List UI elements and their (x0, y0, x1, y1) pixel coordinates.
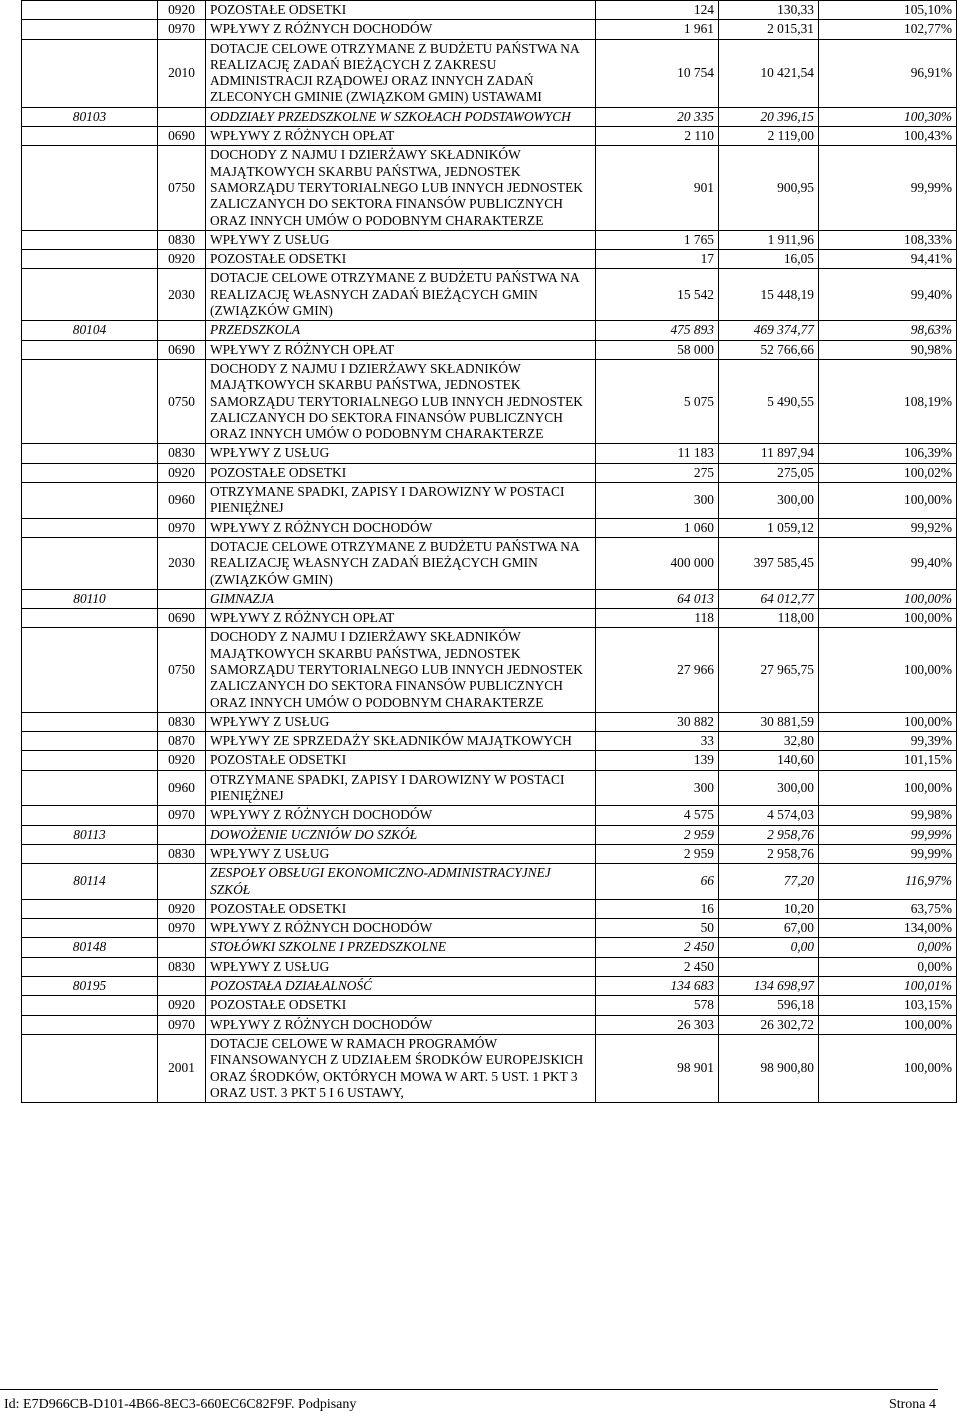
paragraph-cell: 2001 (158, 1034, 206, 1102)
paragraph-cell: 0920 (158, 463, 206, 482)
execution-cell: 900,95 (719, 146, 819, 230)
dzial-cell (22, 806, 158, 825)
description-cell: WPŁYWY Z RÓŻNYCH DOCHODÓW (206, 518, 596, 537)
percent-cell: 103,15% (819, 996, 957, 1015)
table-row (22, 919, 957, 938)
percent-cell: 100,00% (819, 589, 957, 608)
dzial-cell (22, 20, 158, 39)
execution-cell: 300,00 (719, 483, 819, 519)
table-row (22, 146, 957, 230)
description-cell: WPŁYWY Z RÓŻNYCH DOCHODÓW (206, 1015, 596, 1034)
execution-cell: 20 396,15 (719, 107, 819, 126)
table-row (22, 628, 957, 712)
plan-cell: 50 (596, 919, 719, 938)
plan-cell: 118 (596, 609, 719, 628)
plan-cell: 27 966 (596, 628, 719, 712)
table-row (22, 770, 957, 806)
percent-cell: 100,00% (819, 712, 957, 731)
execution-cell: 27 965,75 (719, 628, 819, 712)
percent-cell: 94,41% (819, 250, 957, 269)
table-row (22, 127, 957, 146)
plan-cell: 33 (596, 732, 719, 751)
description-cell: WPŁYWY Z USŁUG (206, 230, 596, 249)
percent-cell: 99,99% (819, 825, 957, 844)
dzial-cell (22, 1015, 158, 1034)
execution-cell: 11 897,94 (719, 444, 819, 463)
dzial-cell (22, 899, 158, 918)
execution-cell: 0,00 (719, 938, 819, 957)
table-row (22, 250, 957, 269)
description-cell: POZOSTAŁE ODSETKI (206, 751, 596, 770)
plan-cell: 2 959 (596, 844, 719, 863)
dzial-cell (22, 250, 158, 269)
paragraph-cell: 0970 (158, 1015, 206, 1034)
table-row (22, 537, 957, 589)
execution-cell: 2 015,31 (719, 20, 819, 39)
dzial-cell (22, 770, 158, 806)
execution-cell: 4 574,03 (719, 806, 819, 825)
table-row (22, 1, 957, 20)
plan-cell: 300 (596, 483, 719, 519)
dzial-cell (22, 39, 158, 107)
dzial-cell: 80114 (22, 864, 158, 900)
execution-cell (719, 957, 819, 976)
dzial-cell (22, 609, 158, 628)
plan-cell: 901 (596, 146, 719, 230)
description-cell: DOTACJE CELOWE W RAMACH PROGRAMÓW FINANSOWANYCH Z UDZIAŁEM ŚRODKÓW EUROPEJSKICH ORAZ ŚRODKÓW, OKTÓRYCH MOWA W ART. 5 UST. 1 PKT 3 ORAZ UST. 3 PKT 5 I 6 USTAWY, (206, 1034, 596, 1102)
paragraph-cell: 0970 (158, 20, 206, 39)
paragraph-cell: 0750 (158, 359, 206, 443)
paragraph-cell: 0830 (158, 444, 206, 463)
percent-cell: 100,00% (819, 1034, 957, 1102)
execution-cell: 26 302,72 (719, 1015, 819, 1034)
description-cell: GIMNAZJA (206, 589, 596, 608)
table-row (22, 806, 957, 825)
paragraph-cell: 0750 (158, 146, 206, 230)
section-row (22, 107, 957, 126)
dzial-cell (22, 127, 158, 146)
paragraph-cell: 0870 (158, 732, 206, 751)
paragraph-cell (158, 107, 206, 126)
dzial-cell (22, 732, 158, 751)
table-row (22, 444, 957, 463)
percent-cell: 98,63% (819, 321, 957, 340)
execution-cell: 397 585,45 (719, 537, 819, 589)
table-row (22, 518, 957, 537)
percent-cell: 90,98% (819, 340, 957, 359)
dzial-cell (22, 340, 158, 359)
dzial-cell (22, 712, 158, 731)
percent-cell: 100,00% (819, 770, 957, 806)
table-row (22, 957, 957, 976)
execution-cell: 596,18 (719, 996, 819, 1015)
description-cell: OTRZYMANE SPADKI, ZAPISY I DAROWIZNY W POSTACI PIENIĘŻNEJ (206, 483, 596, 519)
paragraph-cell: 0920 (158, 250, 206, 269)
dzial-cell (22, 628, 158, 712)
description-cell: WPŁYWY Z USŁUG (206, 844, 596, 863)
description-cell: POZOSTAŁE ODSETKI (206, 996, 596, 1015)
table-row (22, 609, 957, 628)
plan-cell: 17 (596, 250, 719, 269)
execution-cell: 10 421,54 (719, 39, 819, 107)
plan-cell: 16 (596, 899, 719, 918)
percent-cell: 108,33% (819, 230, 957, 249)
percent-cell: 99,39% (819, 732, 957, 751)
plan-cell: 2 450 (596, 938, 719, 957)
table-row (22, 340, 957, 359)
paragraph-cell (158, 589, 206, 608)
paragraph-cell: 2030 (158, 269, 206, 321)
description-cell: DOCHODY Z NAJMU I DZIERŻAWY SKŁADNIKÓW MAJĄTKOWYCH SKARBU PAŃSTWA, JEDNOSTEK SAMORZĄDU TERYTORIALNEGO LUB INNYCH JEDNOSTEK ZALICZANYCH DO SEKTORA FINANSÓW PUBLICZNYCH ORAZ INNYCH UMÓW O PODOBNYM CHARAKTERZE (206, 628, 596, 712)
description-cell: POZOSTAŁA DZIAŁALNOŚĆ (206, 977, 596, 996)
budget-table (21, 0, 957, 1103)
plan-cell: 2 450 (596, 957, 719, 976)
execution-cell: 1 059,12 (719, 518, 819, 537)
paragraph-cell: 2030 (158, 537, 206, 589)
description-cell: POZOSTAŁE ODSETKI (206, 250, 596, 269)
dzial-cell: 80113 (22, 825, 158, 844)
plan-cell: 2 959 (596, 825, 719, 844)
plan-cell: 400 000 (596, 537, 719, 589)
execution-cell: 1 911,96 (719, 230, 819, 249)
dzial-cell (22, 537, 158, 589)
description-cell: OTRZYMANE SPADKI, ZAPISY I DAROWIZNY W POSTACI PIENIĘŻNEJ (206, 770, 596, 806)
execution-cell: 2 958,76 (719, 825, 819, 844)
dzial-cell (22, 957, 158, 976)
plan-cell: 578 (596, 996, 719, 1015)
description-cell: WPŁYWY Z RÓŻNYCH OPŁAT (206, 609, 596, 628)
paragraph-cell: 2010 (158, 39, 206, 107)
paragraph-cell: 0970 (158, 518, 206, 537)
paragraph-cell (158, 321, 206, 340)
percent-cell: 100,01% (819, 977, 957, 996)
description-cell: WPŁYWY Z RÓŻNYCH OPŁAT (206, 127, 596, 146)
table-row (22, 732, 957, 751)
description-cell: WPŁYWY Z USŁUG (206, 957, 596, 976)
plan-cell: 1 961 (596, 20, 719, 39)
execution-cell: 130,33 (719, 1, 819, 20)
description-cell: WPŁYWY Z RÓŻNYCH DOCHODÓW (206, 919, 596, 938)
table-row (22, 359, 957, 443)
section-row (22, 977, 957, 996)
description-cell: DOCHODY Z NAJMU I DZIERŻAWY SKŁADNIKÓW MAJĄTKOWYCH SKARBU PAŃSTWA, JEDNOSTEK SAMORZĄDU TERYTORIALNEGO LUB INNYCH JEDNOSTEK ZALICZANYCH DO SEKTORA FINANSÓW PUBLICZNYCH ORAZ INNYCH UMÓW O PODOBNYM CHARAKTERZE (206, 359, 596, 443)
plan-cell: 20 335 (596, 107, 719, 126)
table-row (22, 1034, 957, 1102)
dzial-cell (22, 146, 158, 230)
percent-cell: 0,00% (819, 957, 957, 976)
plan-cell: 300 (596, 770, 719, 806)
dzial-cell (22, 1034, 158, 1102)
section-row (22, 938, 957, 957)
plan-cell: 58 000 (596, 340, 719, 359)
percent-cell: 99,40% (819, 269, 957, 321)
percent-cell: 100,43% (819, 127, 957, 146)
paragraph-cell: 0750 (158, 628, 206, 712)
paragraph-cell (158, 825, 206, 844)
dzial-cell: 80104 (22, 321, 158, 340)
plan-cell: 98 901 (596, 1034, 719, 1102)
execution-cell: 469 374,77 (719, 321, 819, 340)
dzial-cell (22, 1, 158, 20)
execution-cell: 134 698,97 (719, 977, 819, 996)
description-cell: ZESPOŁY OBSŁUGI EKONOMICZNO-ADMINISTRACYJNEJ SZKÓŁ (206, 864, 596, 900)
execution-cell: 64 012,77 (719, 589, 819, 608)
percent-cell: 99,40% (819, 537, 957, 589)
description-cell: WPŁYWY ZE SPRZEDAŻY SKŁADNIKÓW MAJĄTKOWYCH (206, 732, 596, 751)
description-cell: DOWOŻENIE UCZNIÓW DO SZKÓŁ (206, 825, 596, 844)
dzial-cell (22, 359, 158, 443)
execution-cell: 52 766,66 (719, 340, 819, 359)
section-row (22, 864, 957, 900)
paragraph-cell (158, 977, 206, 996)
table-row (22, 39, 957, 107)
percent-cell: 106,39% (819, 444, 957, 463)
plan-cell: 66 (596, 864, 719, 900)
paragraph-cell (158, 864, 206, 900)
percent-cell: 105,10% (819, 1, 957, 20)
percent-cell: 99,98% (819, 806, 957, 825)
plan-cell: 10 754 (596, 39, 719, 107)
dzial-cell (22, 751, 158, 770)
plan-cell: 1 765 (596, 230, 719, 249)
percent-cell: 100,00% (819, 628, 957, 712)
plan-cell: 30 882 (596, 712, 719, 731)
description-cell: STOŁÓWKI SZKOLNE I PRZEDSZKOLNE (206, 938, 596, 957)
percent-cell: 100,00% (819, 1015, 957, 1034)
paragraph-cell: 0690 (158, 127, 206, 146)
table-row (22, 483, 957, 519)
percent-cell: 108,19% (819, 359, 957, 443)
execution-cell: 2 958,76 (719, 844, 819, 863)
paragraph-cell: 0920 (158, 751, 206, 770)
description-cell: POZOSTAŁE ODSETKI (206, 1, 596, 20)
dzial-cell: 80103 (22, 107, 158, 126)
plan-cell: 475 893 (596, 321, 719, 340)
percent-cell: 0,00% (819, 938, 957, 957)
execution-cell: 77,20 (719, 864, 819, 900)
dzial-cell (22, 919, 158, 938)
execution-cell: 2 119,00 (719, 127, 819, 146)
execution-cell: 67,00 (719, 919, 819, 938)
execution-cell: 16,05 (719, 250, 819, 269)
execution-cell: 300,00 (719, 770, 819, 806)
description-cell: POZOSTAŁE ODSETKI (206, 899, 596, 918)
page-number: Strona 4 (888, 1397, 936, 1412)
dzial-cell (22, 844, 158, 863)
dzial-cell: 80148 (22, 938, 158, 957)
plan-cell: 11 183 (596, 444, 719, 463)
table-row (22, 230, 957, 249)
section-row (22, 321, 957, 340)
percent-cell: 116,97% (819, 864, 957, 900)
execution-cell: 32,80 (719, 732, 819, 751)
paragraph-cell: 0920 (158, 996, 206, 1015)
table-row (22, 996, 957, 1015)
plan-cell: 139 (596, 751, 719, 770)
description-cell: WPŁYWY Z RÓŻNYCH OPŁAT (206, 340, 596, 359)
paragraph-cell: 0920 (158, 899, 206, 918)
paragraph-cell (158, 938, 206, 957)
percent-cell: 99,92% (819, 518, 957, 537)
execution-cell: 140,60 (719, 751, 819, 770)
section-row (22, 825, 957, 844)
description-cell: DOCHODY Z NAJMU I DZIERŻAWY SKŁADNIKÓW MAJĄTKOWYCH SKARBU PAŃSTWA, JEDNOSTEK SAMORZĄDU TERYTORIALNEGO LUB INNYCH JEDNOSTEK ZALICZANYCH DO SEKTORA FINANSÓW PUBLICZNYCH ORAZ INNYCH UMÓW O PODOBNYM CHARAKTERZE (206, 146, 596, 230)
plan-cell: 275 (596, 463, 719, 482)
plan-cell: 64 013 (596, 589, 719, 608)
percent-cell: 63,75% (819, 899, 957, 918)
execution-cell: 10,20 (719, 899, 819, 918)
section-row (22, 589, 957, 608)
paragraph-cell: 0830 (158, 230, 206, 249)
percent-cell: 101,15% (819, 751, 957, 770)
description-cell: WPŁYWY Z RÓŻNYCH DOCHODÓW (206, 806, 596, 825)
execution-cell: 5 490,55 (719, 359, 819, 443)
plan-cell: 124 (596, 1, 719, 20)
document-id: Id: E7D966CB-D101-4B66-8EC3-660EC6C82F9F. Podpisany (4, 1397, 357, 1412)
description-cell: WPŁYWY Z USŁUG (206, 444, 596, 463)
dzial-cell (22, 463, 158, 482)
percent-cell: 134,00% (819, 919, 957, 938)
description-cell: POZOSTAŁE ODSETKI (206, 463, 596, 482)
dzial-cell: 80110 (22, 589, 158, 608)
plan-cell: 2 110 (596, 127, 719, 146)
paragraph-cell: 0970 (158, 806, 206, 825)
dzial-cell (22, 269, 158, 321)
table-row (22, 20, 957, 39)
paragraph-cell: 0970 (158, 919, 206, 938)
paragraph-cell: 0960 (158, 483, 206, 519)
paragraph-cell: 0830 (158, 957, 206, 976)
paragraph-cell: 0920 (158, 1, 206, 20)
plan-cell: 4 575 (596, 806, 719, 825)
description-cell: DOTACJE CELOWE OTRZYMANE Z BUDŻETU PAŃSTWA NA REALIZACJĘ ZADAŃ BIEŻĄCYCH Z ZAKRESU ADMINISTRACJI RZĄDOWEJ ORAZ INNYCH ZADAŃ ZLECONYCH GMINIE (ZWIĄZKOM GMIN) USTAWAMI (206, 39, 596, 107)
table-row (22, 751, 957, 770)
plan-cell: 26 303 (596, 1015, 719, 1034)
dzial-cell (22, 996, 158, 1015)
description-cell: ODDZIAŁY PRZEDSZKOLNE W SZKOŁACH PODSTAWOWYCH (206, 107, 596, 126)
percent-cell: 100,00% (819, 483, 957, 519)
execution-cell: 98 900,80 (719, 1034, 819, 1102)
table-row (22, 899, 957, 918)
paragraph-cell: 0690 (158, 340, 206, 359)
description-cell: DOTACJE CELOWE OTRZYMANE Z BUDŻETU PAŃSTWA NA REALIZACJĘ WŁASNYCH ZADAŃ BIEŻĄCYCH GMIN (ZWIĄZKÓW GMIN) (206, 537, 596, 589)
table-row (22, 1015, 957, 1034)
table-row (22, 463, 957, 482)
table-row (22, 712, 957, 731)
plan-cell: 1 060 (596, 518, 719, 537)
paragraph-cell: 0960 (158, 770, 206, 806)
percent-cell: 96,91% (819, 39, 957, 107)
description-cell: WPŁYWY Z RÓŻNYCH DOCHODÓW (206, 20, 596, 39)
table-row (22, 844, 957, 863)
percent-cell: 99,99% (819, 146, 957, 230)
execution-cell: 30 881,59 (719, 712, 819, 731)
description-cell: PRZEDSZKOLA (206, 321, 596, 340)
dzial-cell (22, 483, 158, 519)
budget-rows (22, 1, 957, 1103)
dzial-cell: 80195 (22, 977, 158, 996)
description-cell: DOTACJE CELOWE OTRZYMANE Z BUDŻETU PAŃSTWA NA REALIZACJĘ WŁASNYCH ZADAŃ BIEŻĄCYCH GMIN (ZWIĄZKÓW GMIN) (206, 269, 596, 321)
table-row (22, 269, 957, 321)
execution-cell: 118,00 (719, 609, 819, 628)
percent-cell: 100,30% (819, 107, 957, 126)
percent-cell: 100,00% (819, 609, 957, 628)
execution-cell: 15 448,19 (719, 269, 819, 321)
paragraph-cell: 0830 (158, 712, 206, 731)
percent-cell: 102,77% (819, 20, 957, 39)
plan-cell: 134 683 (596, 977, 719, 996)
plan-cell: 15 542 (596, 269, 719, 321)
page-footer (0, 1389, 938, 1416)
plan-cell: 5 075 (596, 359, 719, 443)
description-cell: WPŁYWY Z USŁUG (206, 712, 596, 731)
dzial-cell (22, 444, 158, 463)
dzial-cell (22, 230, 158, 249)
dzial-cell (22, 518, 158, 537)
percent-cell: 99,99% (819, 844, 957, 863)
percent-cell: 100,02% (819, 463, 957, 482)
paragraph-cell: 0690 (158, 609, 206, 628)
execution-cell: 275,05 (719, 463, 819, 482)
paragraph-cell: 0830 (158, 844, 206, 863)
